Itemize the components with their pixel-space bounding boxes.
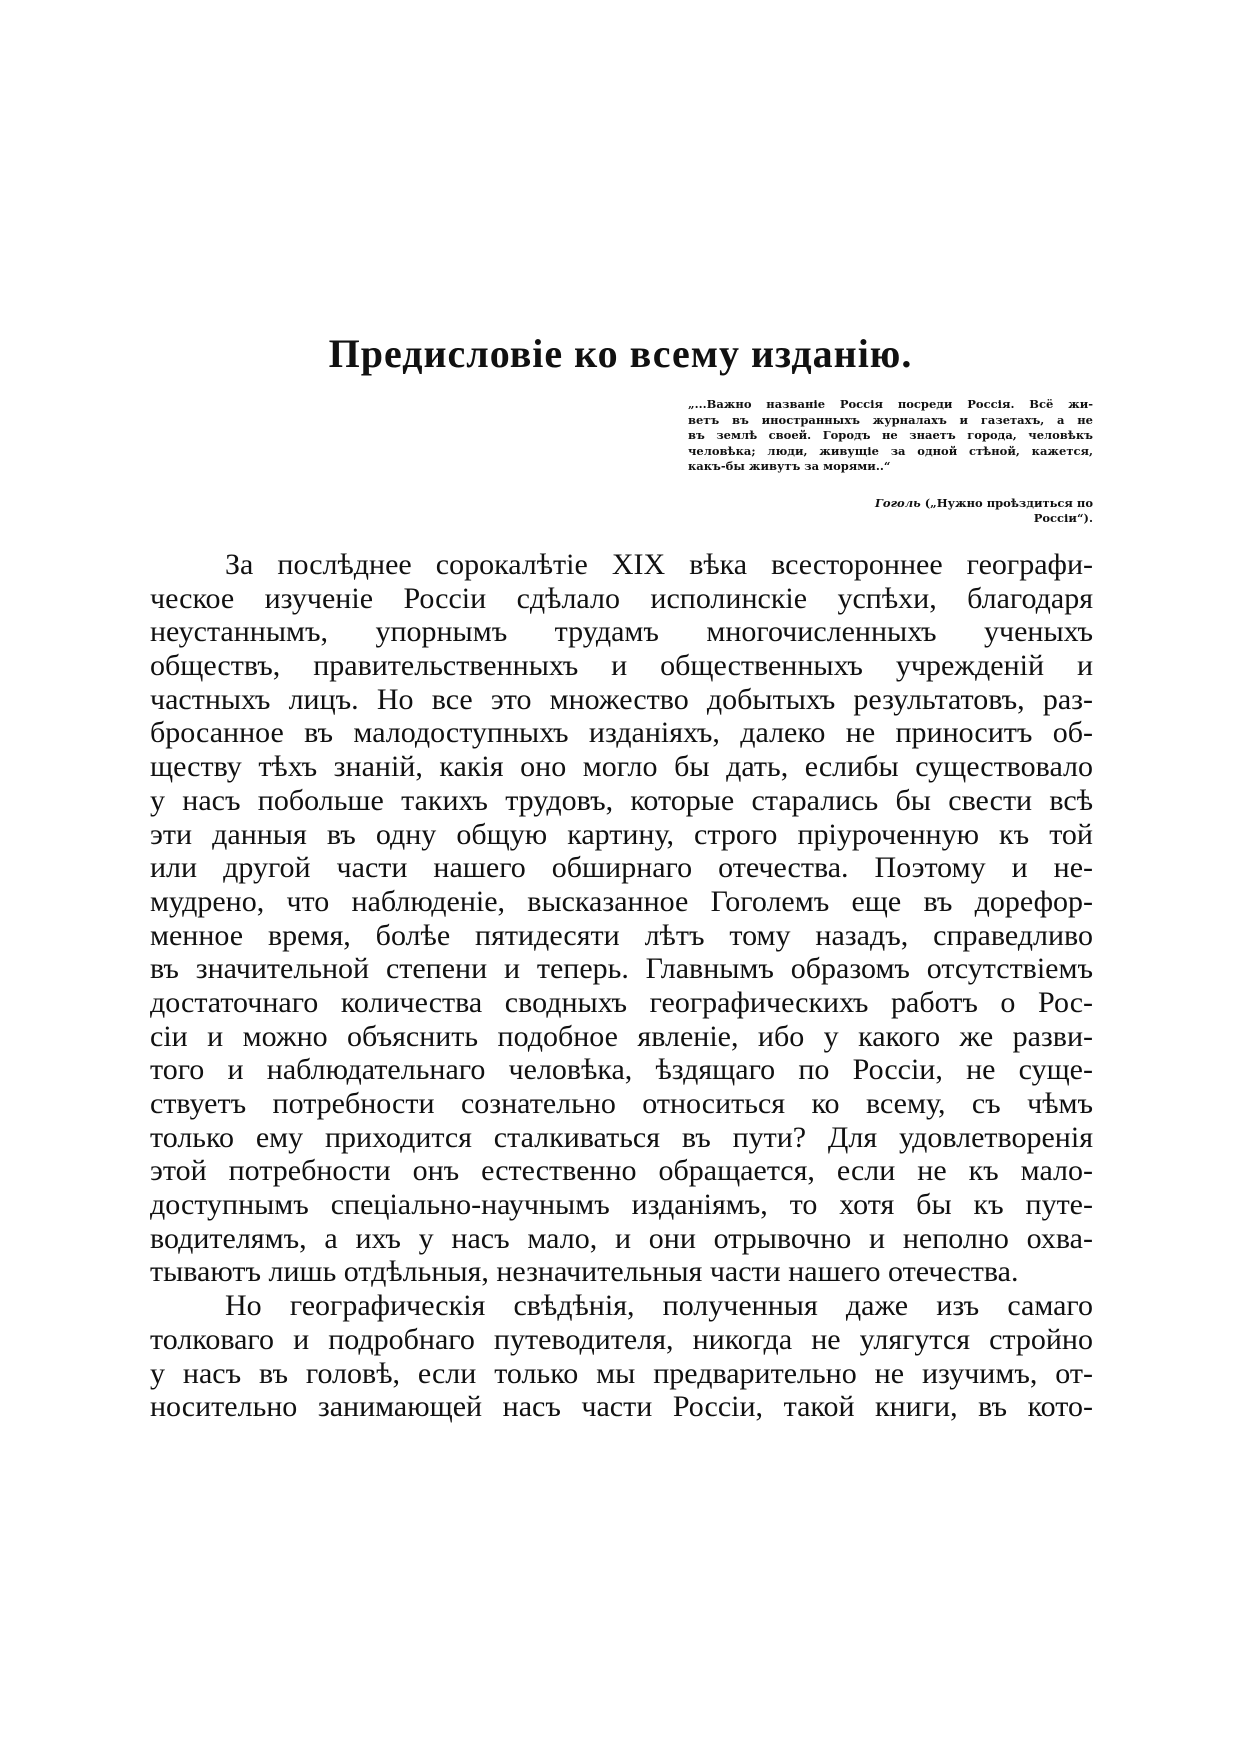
epigraph-line: человѣка; люди, живущіе за одной стѣной, кажется, [688,443,1093,458]
body-line: доступнымъ спеціально-научнымъ изданіямъ, то хотя бы къ путе- [150,1188,1093,1222]
body-line: частныхъ лицъ. Но все это множество добытыхъ результатовъ, раз- [150,682,1093,716]
body-line: этой потребности онъ естественно обращается, если не къ мало- [150,1154,1093,1188]
body-line: тываютъ лишь отдѣльныя, незначительныя части нашего отечества. [150,1255,1019,1289]
epigraph-line: „...Важно названіе Россія посреди Россія. Всё жи- [688,397,1093,411]
epigraph-source-continued: Россіи“). [1033,511,1093,525]
body-line: мудрено, что наблюденіе, высказанное Гоголемъ еще въ дорефор- [150,884,1093,918]
epigraph-line: какъ-бы живутъ за морями..“ [688,459,891,473]
body-line: водителямъ, а ихъ у насъ мало, и они отрывочно и неполно охва- [150,1221,1093,1255]
body-line: толковаго и подробнаго путеводителя, никогда не улягутся стройно [150,1322,1093,1356]
page-title: Предисловіе ко всему изданію. [328,331,913,376]
body-line: сіи и можно объяснить подобное явленіе, ибо у какого же разви- [150,1019,1093,1053]
body-line: неустаннымъ, упорнымъ трудамъ многочисленныхъ ученыхъ [150,615,1093,649]
body-text [150,548,1093,1424]
body-line: ществу тѣхъ знаній, какія оно могло бы дать, еслибы существовало [150,750,1093,784]
epigraph-line: въ землѣ своей. Городъ не знаетъ города, человѣкъ [688,428,1093,442]
epigraph-source: („Нужно проѣздиться по [924,496,1093,510]
body-line: бросанное въ малодоступныхъ изданіяхъ, далеко не приноситъ об- [150,716,1093,750]
body-line: у насъ побольше такихъ трудовъ, которые старались бы свести всѣ [150,783,1093,817]
body-line: менное время, болѣе пятидесяти лѣтъ тому назадъ, справедливо [150,918,1093,952]
body-line: только ему приходится сталкиваться въ пути? Для удовлетворенія [150,1120,1093,1154]
body-line: Но географическія свѣдѣнія, полученныя даже изъ самаго [225,1289,1093,1323]
body-line: или другой части нашего обширнаго отечества. Поэтому и не- [150,851,1093,885]
body-line: За послѣднее сорокалѣтіе XIX вѣка всестороннее географи- [225,548,1093,581]
epigraph-author: Гоголь [874,496,921,510]
body-line: ческое изученіе Россіи сдѣлало исполинскіе успѣхи, благодаря [150,581,1093,615]
body-line: достаточнаго количества сводныхъ географическихъ работъ о Рос- [150,985,1093,1019]
epigraph [688,397,1093,475]
body-line: ствуетъ потребности сознательно относиться ко всему, съ чѣмъ [150,1087,1093,1120]
body-line: обществъ, правительственныхъ и общественныхъ учрежденій и [150,649,1093,683]
epigraph-attribution [790,496,1093,526]
body-line: эти данныя въ одну общую картину, строго пріуроченную къ той [150,817,1093,851]
body-line: носительно занимающей насъ части Россіи, такой книги, въ кото- [150,1390,1093,1424]
epigraph-line: ветъ въ иностранныхъ журналахъ и газетахъ, а не [688,412,1093,427]
body-line: у насъ въ головѣ, если только мы предварительно не изучимъ, от- [150,1356,1093,1390]
body-line: въ значительной степени и теперь. Главнымъ образомъ отсутствіемъ [150,952,1093,986]
body-line: того и наблюдательнаго человѣка, ѣздящаго по Россіи, не суще- [150,1053,1093,1087]
